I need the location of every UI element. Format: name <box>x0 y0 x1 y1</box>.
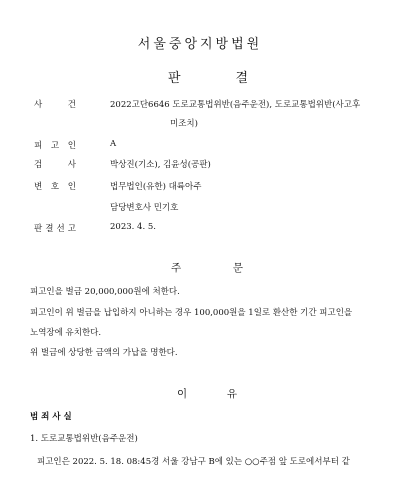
defendant-label <box>34 139 76 151</box>
prosecutor-label <box>34 158 76 170</box>
counsel-attorney: 담당변호사 민기호 <box>110 203 179 213</box>
crime-body-line: 피고인은 2022. 5. 18. 08:45경 서울 강남구 B에 있는 ○○주점 앞 도로에서부터 같 <box>37 457 350 467</box>
label-char: 인 <box>67 182 76 192</box>
prosecutor-value: 박상진(기소), 김윤성(공판) <box>110 160 211 170</box>
crime-item-title: 1. 도로교통법위반(음주운전) <box>30 434 138 444</box>
court-name: 서울중앙지방법원 <box>137 37 263 52</box>
label-char: 인 <box>67 141 76 151</box>
label-char: 건 <box>67 100 76 110</box>
case-label <box>34 98 76 110</box>
label-char: 고 <box>50 141 60 151</box>
heading-char: 유 <box>226 388 237 400</box>
sentence-date-value: 2023. 4. 5. <box>110 222 156 232</box>
defendant-value: A <box>110 139 117 149</box>
label-char: 사 <box>67 160 76 170</box>
order-line: 피고인이 위 벌금을 납입하지 아니하는 경우 100,000원을 1일로 환산한 기간 피고인을 <box>30 308 353 318</box>
label-char: 판 <box>34 224 43 234</box>
order-line: 위 벌금에 상당한 금액의 가납을 명한다. <box>30 348 178 358</box>
document-title <box>168 67 248 86</box>
order-heading <box>171 260 243 275</box>
label-char: 검 <box>34 160 43 170</box>
case-value-continued: 미조치) <box>170 119 198 129</box>
document-title-char: 결 <box>235 71 248 86</box>
heading-char: 이 <box>177 388 188 400</box>
case-value: 2022고단6646 도로교통법위반(음주운전), 도로교통법위반(사고후 <box>110 100 361 110</box>
order-line: 노역장에 유치한다. <box>30 328 102 338</box>
label-char: 결 <box>45 224 54 234</box>
crime-facts-title: 범 죄 사 실 <box>30 412 72 422</box>
order-line: 피고인을 벌금 20,000,000원에 처한다. <box>30 287 180 297</box>
heading-char: 문 <box>232 262 243 274</box>
counsel-label <box>34 180 76 192</box>
label-char: 선 <box>56 224 65 234</box>
label-char: 피 <box>34 141 43 151</box>
sentence-date-label <box>34 222 76 234</box>
heading-char: 주 <box>171 262 182 274</box>
document-title-char: 판 <box>168 71 181 86</box>
label-char: 사 <box>34 100 43 110</box>
label-char: 변 <box>34 182 43 192</box>
label-char: 고 <box>67 224 76 234</box>
reason-heading <box>177 386 237 401</box>
counsel-value: 법무법인(유한) 대륙아주 <box>110 182 202 192</box>
label-char: 호 <box>50 182 60 192</box>
